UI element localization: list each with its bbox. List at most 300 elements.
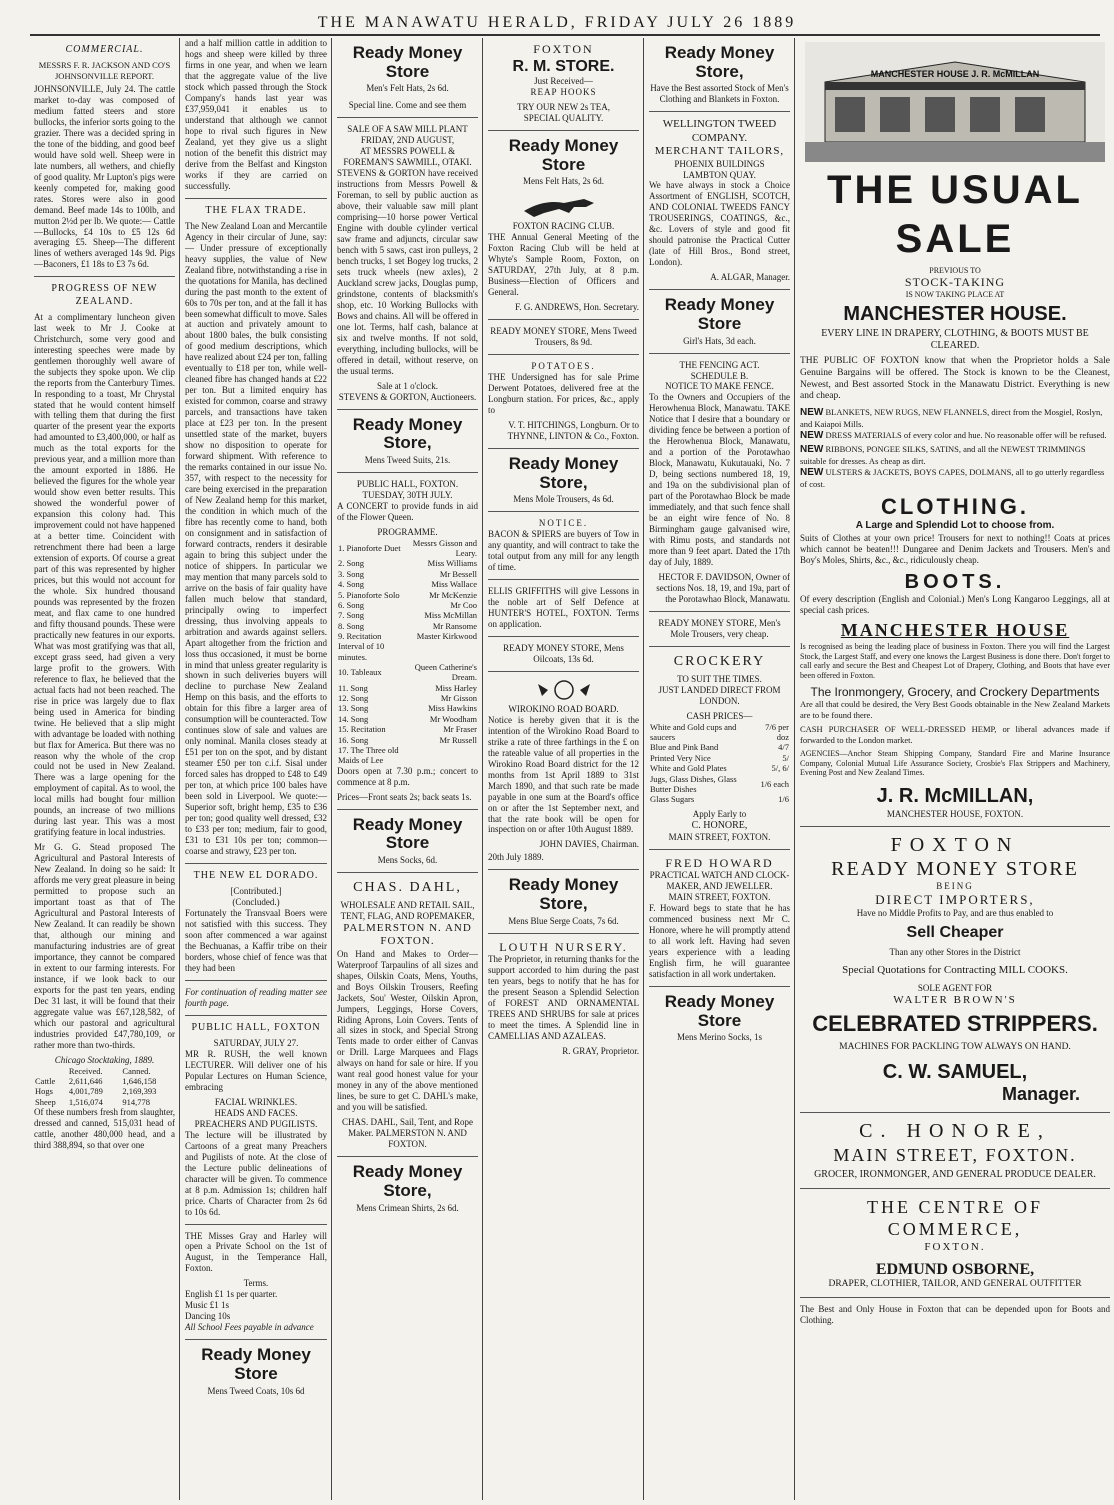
road-date: 20th July 1889.	[488, 852, 544, 863]
hall-title: PUBLIC HALL, FOXTON	[191, 1021, 321, 1033]
term-line: English £1 1s per quarter.	[185, 1289, 278, 1300]
programme-cell: 12. Song	[338, 693, 369, 704]
programme-row	[337, 714, 478, 724]
now-taking: IS NOW TAKING PLACE AT	[905, 289, 1005, 299]
osborne-name: EDMUND OSBORNE,	[875, 1260, 1035, 1278]
programme-cell: Miss Harley	[435, 682, 477, 693]
programme-cell: 1. Pianoforte Duet	[338, 542, 401, 553]
divider	[649, 849, 790, 850]
rm-title: Ready Money Store	[201, 1345, 311, 1383]
programme-cell: Mr McKenzie	[429, 589, 477, 600]
programme-cell: 7. Song	[338, 610, 364, 621]
cash-cell: 7/6 per doz	[765, 721, 789, 743]
dorado-text: Fortunately the Transvaal Boers were not satisfied with this success. They soon after commenced a war against the Bechuanas, a Kaffir tribe on their borders, whose chief of fence was that they had been	[185, 908, 327, 973]
centre-place: FOXTON.	[924, 1240, 986, 1253]
divider	[488, 671, 639, 672]
rm-title: Ready Money Store	[352, 814, 463, 853]
divider	[488, 869, 639, 870]
rm-sub: Mens Tweed Coats, 10s 6d	[207, 1385, 305, 1396]
programme-cell: 10. Tableaux	[338, 667, 382, 678]
cash-purchaser: CASH PURCHASER OF WELL-DRESSED HEMP, or liberal advances made if forwarded to the London market.	[800, 724, 1110, 745]
potatoes-title: POTATOES.	[531, 361, 596, 372]
new-item-text: BLANKETS, NEW RUGS, NEW FLANNELS, direct from the Mosgiel, Roslyn, and Kaiapoi Mills.	[800, 406, 1103, 429]
new-label: NEW	[800, 406, 824, 418]
rm-title: Ready Money Store,	[508, 875, 619, 914]
fence-text: To the Owners and Occupiers of the Herowhenua Block, Manawatu. TAKE Notice that I desire that a boundary or dividing fence be between a portion of the Herowhenua Block, Manawatu, and a portion of the Porotawhao Block, Manawatu, Kukutauaki, No. 7 D, being sections numbered 18, 19, and 19a on the subdivisional plan of part of the Porotawhao Block be made immediately, and that such fence shall be an eight wire fence of No. 8 Birmingham gauge galvanised wire, with Rimu posts, and standards not more than 9 feet apart. Dated the 17th day of July, 1889.	[649, 392, 790, 567]
cash-cell: White and Gold cups and saucers	[650, 721, 737, 743]
dahl-sig: CHAS. DAHL, Sail, Tent, and Rope Maker. PALMERSTON N. AND FOXTON.	[342, 1117, 473, 1150]
every-line: EVERY LINE IN DRAPERY, CLOTHING, & BOOTS MUST BE CLEARED.	[821, 328, 1089, 352]
programme-cell: 16. Song	[338, 734, 369, 745]
special-quotations: Special Quotations for Contracting MILL COOKS.	[842, 963, 1068, 976]
divider	[337, 1156, 478, 1157]
new-item-text: RIBBONS, PONGEE SILKS, SATINS, and all the NEWEST TRIMMINGS suitable for dresses. As cheap as dirt.	[800, 443, 1086, 466]
racing-text: THE Annual General Meeting of the Foxton Racing Club will be held at Whyte's Sample Room, Foxton, on SATURDAY, 27th July, at 8 p.m. Business—Election of Officers and General.	[488, 232, 639, 298]
cash-cell: 1/6	[778, 794, 789, 805]
programme-cell: 13. Song	[338, 703, 369, 714]
divider	[337, 809, 478, 810]
divider	[185, 198, 327, 199]
programme-cell: 5. Pianoforte Solo	[338, 589, 400, 600]
progress-text: At a complimentary luncheon given last week to Mr J. Cooke at Christchurch, some very good and interesting speeches were made by gentlemen thoroughly well aware of the subjects they spoke upon. We clip the reports from the Canterbury Times. In responding to a toast, Mr Chrystal stated that he would content himself with telling them that during the first quarter of the present year the exports had amounted to £3,400,000, or half as much as the total exports for the previous year, and a million more than the amount exported in 1886. He believed the figures for the whole year would show even better results. This showed the wonderful power of expansion this colony had. This improvement could not have happened at a better time. Coincident with retrenchment there had been a large extension of exports. Of course a great part of this was represented by higher prices, but this would not account for the whole. Six hundred thousand pounds was represented by the frozen meat, and flax came to one hundred and fifty thousand pounds. These were practically new features in our exports. What was most gratifying was that all, except grass seed, had given a very large profit to the growers. With reference to flax, he believed that the actual facts had not been reached. The rise in price was largely due to flax being used in America for binding twine. He believed that a slip might with advantage be loaded with nothing but flax for America. But there was no reason why the whole of the crop could not be used in New Zealand. There was a large opening for the employment of capital. As to wool, the local mills had bought four million pounds, an increase of two millions during last year. This was a most gratifying feature in local industries.	[34, 311, 175, 838]
clothing-text: Suits of Clothes at your own price! Trousers for next to nothing!! Coats at prices which cannot be beaten!!! Dungaree and Denim Jackets and Trousers. Men's and Boy's Moles, Shirts, &c., &c., ridiculously cheap.	[800, 532, 1110, 565]
clothing-lot: A Large and Splendid Lot to choose from.	[855, 520, 1055, 532]
table-row	[34, 1097, 175, 1107]
column-6	[796, 38, 1114, 1500]
divider	[800, 1297, 1110, 1298]
nursery-text: The Proprietor, in returning thanks for the support accorded to him during the past ten years, begs to notify that he has for the present Season a Splendid Selection of FOREST AND ORNAMENTAL TREES AND SHRUBS for sale at prices to meet the times. A Splendid line in CAMELLIAS AND AZALEAS.	[488, 954, 639, 1042]
programme-cell: Miss Williams	[427, 558, 477, 569]
notice-title: NOTICE.	[538, 518, 589, 529]
wt-sig: A. ALGAR, Manager.	[710, 272, 790, 283]
programme-cell: Master Kirkwood	[416, 630, 477, 641]
table-cell: 4,001,789	[68, 1086, 103, 1097]
programme-row	[337, 600, 478, 610]
programme-cell: Queen Catherine's Dream.	[414, 662, 477, 683]
rm-sub: Mens Crimean Shirts, 2s 6d.	[356, 1202, 459, 1213]
wt-street: LAMBTON QUAY.	[683, 169, 756, 180]
column-4	[484, 38, 644, 1500]
howard-street: MAIN STREET, FOXTON.	[668, 892, 771, 903]
honore-name: C. HONORE,	[691, 819, 748, 831]
hall-more: The lecture will be illustrated by Cartoons of a great many Preachers and Pugilists of note. At the close of the Lecture public delineations of character will be given. To commence at 8 p.m. Admission 1s; children half price. Charts of Character from 2s 6d to 10s 6d.	[185, 1129, 327, 1217]
masthead-rule	[30, 34, 1100, 36]
divider	[488, 579, 639, 580]
divider	[649, 111, 790, 112]
cash-row	[649, 763, 790, 773]
just-received: Just Received—	[534, 76, 593, 87]
programme-cell: Mr Fraser	[443, 724, 477, 735]
cash-cell: White and Gold Plates	[650, 763, 727, 774]
programme-row	[337, 641, 478, 662]
programme-cell: 8. Song	[338, 620, 364, 631]
rm-sub: Men's Felt Hats, 2s 6d.	[366, 83, 449, 94]
programme-row	[337, 569, 478, 579]
table-cell: 2,169,393	[122, 1086, 157, 1097]
programme-row	[337, 590, 478, 600]
rm-store-title: R. M. STORE.	[512, 57, 615, 75]
programme-table	[337, 538, 478, 766]
rms-title: READY MONEY STORE	[831, 857, 1079, 880]
column-5	[645, 38, 795, 1500]
rm-title: Ready Money Store,	[352, 1162, 463, 1200]
walter-brown: WALTER BROWN'S	[893, 993, 1017, 1006]
sole-agent: SOLE AGENT FOR	[917, 982, 993, 993]
column-2	[181, 38, 332, 1500]
potatoes-sig: V. T. HITCHINGS, Longburn. Or to THYNNE, LINTON & Co., Foxton.	[507, 419, 639, 441]
programme-cell: Mr Woodham	[429, 713, 477, 724]
rms-line: READY MONEY STORE, Mens Tweed Trousers, 8s 9d.	[490, 326, 637, 348]
table-cell: 1,516,074	[68, 1096, 103, 1107]
saw-title: SALE OF A SAW MILL PLANT	[347, 124, 468, 135]
programme-cell	[412, 641, 478, 662]
divider	[800, 1188, 1110, 1189]
concert-doors: Doors open at 7.30 p.m.; concert to commence at 8 p.m.	[337, 765, 478, 787]
masthead: THE MANAWATU HERALD, FRIDAY JULY 26 1889	[317, 14, 797, 31]
concert-date: TUESDAY, 30TH JULY.	[362, 489, 453, 500]
manchester-house-illustration	[805, 42, 1105, 162]
school-note: All School Fees payable in advance	[185, 1322, 314, 1333]
boots-title: BOOTS.	[904, 570, 1006, 593]
programme-cell: Mr Russell	[439, 734, 477, 745]
divider	[185, 1224, 327, 1225]
rm-sub: Mens Blue Serge Coats, 7s 6d.	[508, 915, 619, 926]
divider	[337, 117, 478, 118]
programme-cell: 9. Recitation	[338, 630, 382, 641]
divider	[649, 353, 790, 354]
fence-sig: HECTOR F. DAVIDSON, Owner of sections Nos. 18, 19, and 19a, part of the Porotawhao Block, Manawatu.	[656, 571, 790, 604]
programme-cell: 6. Song	[338, 599, 364, 610]
saw-time: Sale at 1 o'clock.	[376, 380, 439, 391]
saw-text: STEVENS & GORTON have received instructions from Messrs Powell & Foreman, to sell by public auction as above, their valuable saw mill plant comprising—10 horse power Vertical Engine with double cylinder vertical saw frame and adjuncts, circular saw bench with 5 saws, cast iron pulleys, 2 bench trucks, 1 set Bogey log trucks, 2 sets truck wheels (new axles), 2 Auckland screw jacks, Douglas pump, grindstone, contents of blacksmith's shop, etc. 10 Working Bullocks with Bows and chains. All will be offered in one lot. Terms, half cash, balance at six and twelve months. If not sold, everything, including bullocks, will be offered in detail, without reserve, on the usual terms.	[337, 168, 478, 376]
potatoes-text: THE Undersigned has for sale Prime Derwent Potatoes, delivered free at the Longburn station. For prices, &c., apply to	[488, 372, 639, 415]
rm-title: Ready Money Store	[352, 43, 463, 81]
wt-text: We have always in stock a Choice Assortment of ENGLISH, SCOTCH, AND COLONIAL TWEEDS FANCY TROUSERINGS, COATINGS, &c., &c. Lovers of style and good fit should patronise the Practical Cutter (late of Hill Bros., Bond street, London).	[649, 180, 790, 268]
rms-line: READY MONEY STORE, Mens Oilcoats, 13s 6d.	[503, 642, 624, 664]
hall-item: FACIAL WRINKLES.	[214, 1096, 298, 1107]
apply-early: Apply Early to	[692, 808, 747, 819]
dahl-trade: WHOLESALE AND RETAIL SAIL, TENT, FLAG, AND ROPEMAKER,	[340, 899, 475, 921]
dahl-name: CHAS. DAHL,	[353, 879, 462, 895]
table-row	[34, 1076, 175, 1086]
agencies: AGENCIES—Anchor Steam Shipping Company, Standard Fire and Marine Insurance Company, Colonial Mutual Life Assurance Society, Crosbie's Flax Strippers and Machinery, Evening Post and New Zealand Times.	[800, 748, 1110, 778]
rm-title: Ready Money Store,	[352, 414, 463, 453]
new-item-text: ULSTERS & JACKETS, BOYS CAPES, DOLMANS, all to go utterly regardless of cost.	[800, 467, 1105, 490]
new-item	[800, 467, 1110, 490]
dahl-text: On Hand and Makes to Order— Waterproof Tarpaulins of all sizes and shapes, Oilskin Coats, Mens, Youths, and Boys Oilskin Trousers, Reefing Jackets, Sou' Wester, Oilskin Apron, Jumpers, Leggings, Horse Covers, Riding Aprons, Loin Covers. Tents of all sizes in stock, and Special Strong Tents made to order either of Canvas or Drill. Large Marquees and Flags always on hand for sale or hire. If you want real good honest value for your money in any of the above mentioned lines, be sure to get C. DAHL's make, and you will be satisfied.	[337, 948, 478, 1113]
mcmillan-place: MANCHESTER HOUSE, FOXTON.	[886, 808, 1024, 819]
ironmongery-title: The Ironmongery, Grocery, and Crockery Departments	[810, 684, 1100, 699]
iron-text: Are all that could be desired, the Very Best Goods obtainable in the New Zealand Markets are to be found there.	[800, 699, 1110, 720]
programme-row	[337, 558, 478, 568]
flax-heading: THE FLAX TRADE.	[205, 204, 307, 216]
divider	[488, 448, 639, 449]
concert-text: A CONCERT to provide funds in aid of the Flower Queen.	[337, 500, 478, 522]
programme-cell: 15. Recitation	[338, 724, 386, 735]
programme-cell	[412, 745, 478, 766]
crockery-landed: JUST LANDED DIRECT FROM LONDON.	[658, 684, 781, 706]
table-cell: Hogs	[35, 1086, 53, 1097]
terms-label: Terms.	[243, 1278, 269, 1289]
column-3	[333, 38, 483, 1500]
divider	[649, 646, 790, 647]
tea-line: TRY OUR NEW 2s TEA,	[516, 102, 611, 113]
term-line: Music £1 1s	[185, 1300, 230, 1311]
new-item-text: DRESS MATERIALS of every color and hue. No reasonable offer will be refused.	[825, 430, 1107, 441]
table-header-cell: Canned.	[122, 1065, 151, 1076]
programme-cell: 2. Song	[338, 558, 364, 569]
programme-cell: 3. Song	[338, 568, 364, 579]
programme-cell: Mr Ransome	[432, 620, 477, 631]
saw-place: AT MESSRS POWELL & FOREMAN'S SAWMILL, OTAKI.	[343, 146, 472, 168]
divider	[488, 933, 639, 934]
rm-sub: Mens Mole Trousers, 4s 6d.	[513, 494, 614, 505]
cash-row	[649, 753, 790, 763]
divider	[649, 986, 790, 987]
report-text: JOHNSONVILLE, July 24. The cattle market to-day was composed of medium fatted steers and store bullocks, the inferior sorts going to the grazier. There was a decided spring in the tone of the bidding, and good beef would have sold well. Sheep were in late numbers, all wethers, and chiefly of good quality. Mr Lupton's pigs were keenly competed for, making good rates. Stores were also in good demand. Beef made 14s to 100lb, and mutton 2½d per lb. We quote:— Cattle—Bullocks, £4 10s to £5 12s 6d averaging £5. Sheep—The different lines of wethers averaged 14s 9d. Pigs—Baconers, £1 18s to £3 7s 6d.	[34, 83, 175, 270]
rm-title: Ready Money Store	[664, 992, 775, 1030]
main-street: MAIN STREET, FOXTON.	[833, 1145, 1077, 1166]
divider	[488, 319, 639, 320]
programme-cell: Mr Bessell	[439, 568, 477, 579]
crockery-title: CROCKERY	[673, 653, 766, 669]
programme-row	[337, 683, 478, 693]
wt-title: WELLINGTON TWEED COMPANY.	[662, 118, 777, 144]
stock-table	[34, 1066, 175, 1107]
than-others: Than any other Stores in the District	[889, 946, 1021, 957]
divider	[488, 636, 639, 637]
previous-to: PREVIOUS TO	[929, 265, 981, 275]
stead-text: Mr G. G. Stead proposed The Agricultural and Pastoral Interests of New Zealand. In doing so he said: It affords me very great pleasure in being permitted to propose such an important toast as that of The Agricultural and Pastoral Interests of New Zealand. It can readily be shown that, although our mining and manufacturing industries are of great importance, they cannot be compared in extent to our farming interests. For instance, if we look back to our exports for the past ten years, ending Dec 31 last, it will be found that their aggregate value was £67,128,582, of which our pastoral and agricultural industries provided £47,780,109, or rather more than two-thirds.	[34, 842, 175, 1050]
cash-cell: Printed Very Nice	[650, 752, 711, 763]
dahl-place: PALMERSTON N. AND FOXTON.	[343, 921, 472, 948]
hall-item: PREACHERS AND PUGILISTS.	[194, 1118, 318, 1129]
notice-text: BACON & SPIERS are buyers of Tow in any quantity, and will contract to take the total output from any mill for any length of time.	[488, 529, 639, 573]
rm-title: Ready Money Store	[508, 136, 619, 174]
new-label: NEW	[800, 467, 824, 479]
sell-cheaper: Sell Cheaper	[906, 924, 1004, 942]
nursery-title: LOUTH NURSERY.	[499, 939, 628, 954]
rm-special: Special line. Come and see them	[348, 100, 467, 111]
rm-sub: Girl's Hats, 3d each.	[683, 335, 756, 346]
rms-line: READY MONEY STORE, Men's Mole Trousers, very cheap.	[658, 617, 781, 639]
celebrated-strippers: CELEBRATED STRIPPERS.	[812, 1011, 1098, 1037]
hall-item: HEADS AND FACES.	[214, 1107, 298, 1118]
racehorse-icon	[514, 193, 614, 219]
cash-row	[649, 742, 790, 752]
saw-sig: STEVENS & GORTON, Auctioneers.	[338, 391, 477, 402]
machines-line: MACHINES FOR PACKLING TOW ALWAYS ON HAND.	[839, 1042, 1071, 1053]
concert-prices: Prices—Front seats 2s; back seats 1s.	[337, 791, 472, 802]
cash-cell: 5/, 6/	[771, 763, 789, 774]
programme-cell: Mr Gisson	[440, 693, 477, 704]
dorado-heading: THE NEW EL DORADO.	[193, 869, 319, 881]
manchester-house-title: MANCHESTER HOUSE.	[843, 302, 1067, 325]
divider	[800, 1112, 1110, 1113]
cash-prices-table	[649, 722, 790, 805]
howard-text: F. Howard begs to state that he has commenced business next Mr C. Honore, where he will promptly attend to all work left. Having had seven years experience with a leading English firm, he will guarantee satisfaction in all work undertaken.	[649, 903, 790, 980]
rm-sub: Mens Felt Hats, 2s 6d.	[523, 176, 604, 187]
new-label: NEW	[800, 430, 824, 442]
table-header-cell	[34, 1066, 68, 1076]
programme-cell: Miss Hawkins	[428, 703, 477, 714]
manchester-house-banner: MANCHESTER HOUSE	[840, 619, 1070, 640]
fence-title: THE FENCING ACT.	[679, 359, 760, 370]
racing-sig: F. G. ANDREWS, Hon. Secretary.	[515, 302, 639, 313]
cash-cell: 5/	[782, 752, 789, 763]
divider	[185, 1015, 327, 1016]
osborne-trade: DRAPER, CLOTHIER, TAILOR, AND GENERAL OUTFITTER	[828, 1279, 1082, 1290]
osborne-text: The Best and Only House in Foxton that can be depended upon for Boots and Clothing.	[800, 1304, 1110, 1325]
honore-street: MAIN STREET, FOXTON.	[668, 831, 771, 842]
special-quality: SPECIAL QUALITY.	[523, 113, 604, 124]
concert-title: PUBLIC HALL, FOXTON.	[356, 478, 459, 489]
cash-row	[649, 794, 790, 804]
programme-cell: Miss McMillan	[424, 610, 477, 621]
racing-title: FOXTON RACING CLUB.	[512, 221, 615, 232]
clothing-title: CLOTHING.	[881, 493, 1029, 519]
flax-text: The New Zealand Loan and Mercantile Agency in their circular of June, say:— Under pressure of exceptionally heavy supplies, the value of New Zealand fibre, notwithstanding a rise in the quotations for Manila, has declined during the past month to the extent of 60s to 70s per ton, and at the fall it has been somewhat difficult to move. Sales at auction and privately amount to about 1800 bales, the bulk consisting of good medium descriptions, which have realized about £24 per ton, falling eventually to £18 per ton, while well-cleaned fibre has changed hands at £22 per ton. But a limited enquiry has existed for common, coarse and strawy parcels, and transactions have taken place at £23 per ton. In the present unsettled state of the market, buyers show no disposition to operate for forward shipment. With reference to the remarks contained in our issue No. 357, with respect to the necessity for care being exercised in the preparation of New Zealand hemp for this market, the condition in which much of the fibre has recently come to hand, both on consignment and in satisfaction of forward contracts, renders it desirable again to bring this subject under the notice of shippers. In particular we may mention that many parcels sold to arrive on the basis of fair quality have fallen much below that standard, principally owing to imperfect dressing, thus involving appeals to arbitration and awards against sellers. Apart altogether from the friction and loss thus occasioned, it must be borne in mind that unless greater regularity is shown in such deliveries buyers will decline to purchase New Zealand Hemp on this basis, and the efforts to obtain for this fibre a larger area of consumption will be counteracted. Tow continues slow of sale and values are only nominal. Manila closes steady at £51 per ton on the spot, and by distant steamer £50 per ton c.i.f. Sisal under forced sales has dropped to £48 to £49 per ton, at which price 100 bales have been sold in Liverpool. We quote:— Superior soft, bright hemp, £35 to £36 per ton; good quality well dressed, £32 to £33 per ton; medium, fair to good, £31 to £31 10s per ton; common—coarse and strawy, £23 per ton.	[185, 220, 327, 856]
divider	[337, 409, 478, 410]
cash-row	[649, 774, 790, 795]
programme-row	[337, 693, 478, 703]
grocer-line: GROCER, IRONMONGER, AND GENERAL PRODUCE DEALER.	[814, 1169, 1096, 1181]
table-header-cell: Received.	[68, 1065, 103, 1076]
table-header	[34, 1066, 175, 1076]
new-item	[800, 407, 1110, 430]
programme-row	[337, 610, 478, 620]
foxton-title: FOXTON	[890, 833, 1020, 856]
rm-sub: Mens Merino Socks, 1s	[677, 1032, 762, 1043]
foxton-label: FOXTON	[533, 42, 594, 56]
road-title: WIROKINO ROAD BOARD.	[508, 703, 619, 714]
programme-cell: 17. The Three old Maids of Lee	[338, 744, 399, 766]
cash-cell: 1/6 each	[760, 778, 789, 789]
dorado-concluded: (Concluded.)	[232, 897, 280, 908]
divider	[185, 863, 327, 864]
new-item	[800, 430, 1110, 442]
divider	[185, 980, 327, 981]
direct-importers: DIRECT IMPORTERS,	[875, 892, 1035, 908]
mhouse-text: Is recognised as being the leading place of business in Foxton. There you will find the Largest Stock, the Largest Staff, and every one knows the Largest Business is done there. Don't forget to call early and secure the Best and Cheapest Lot of Drapery, Clothing, and Boots that have ever been offered in Foxton.	[800, 641, 1110, 681]
programme-row	[337, 703, 478, 713]
centre-of-commerce: THE CENTRE OF COMMERCE,	[867, 1196, 1043, 1239]
cash-cell: 4/7	[778, 742, 789, 753]
cash-title: CASH PRICES—	[686, 710, 753, 721]
middle-profits: Have no Middle Profits to Pay, and are thus enabled to	[856, 908, 1054, 919]
wt-place: PHOENIX BUILDINGS	[674, 158, 765, 169]
divider	[488, 511, 639, 512]
rm-sub: Mens Tweed Suits, 21s.	[364, 454, 451, 465]
road-text: Notice is hereby given that it is the intention of the Wirokino Road Board to strike a rate of three farthings in the £ on the rateable value of all properties in the Wirokino Road Board district for the 12 months from 1st April 1889 to 31st March 1890, and that such rate be made payable in one sum at the Board's office on or after the 1st September next, and that the rate book will be open for inspection on or after 10th August 1889.	[488, 714, 639, 835]
being: BEING	[936, 881, 974, 892]
programme-row	[337, 538, 478, 559]
howard-title: FRED HOWARD	[665, 855, 774, 870]
programme-cell: 14. Song	[338, 713, 369, 724]
school-text: THE Misses Gray and Harley will open a Private School on the 1st of August, in the Temperance Hall, Foxton.	[185, 1230, 327, 1274]
divider	[800, 826, 1110, 827]
commercial-heading: COMMERCIAL.	[65, 44, 144, 55]
samuel-name: C. W. SAMUEL,	[882, 1060, 1028, 1083]
new-item	[800, 444, 1110, 467]
reap-hooks: REAP HOOKS	[530, 87, 597, 98]
boots-text: Of every description (English and Colonial.) Men's Long Kangaroo Leggings, all at special cash prices.	[800, 593, 1110, 615]
stock-table-title: Chicago Stocktaking, 1889.	[54, 1054, 155, 1065]
table-note: Of these numbers fresh from slaughter, dressed and canned, 515,031 head of cattle, another 480,000 head, and a third 388,894, so that over one	[34, 1107, 175, 1150]
divider	[337, 472, 478, 473]
mcmillan-name: J. R. McMILLAN,	[876, 785, 1034, 808]
saw-date: FRIDAY, 2ND AUGUST,	[360, 135, 455, 146]
rm-sub: Have the Best assorted Stock of Men's Clothing and Blankets in Foxton.	[650, 83, 789, 105]
divider	[649, 289, 790, 290]
programme-cell: 4. Song	[338, 579, 364, 590]
programme-row	[337, 579, 478, 589]
programme-row	[337, 735, 478, 745]
divider	[488, 130, 639, 131]
royal-crest-icon	[534, 678, 594, 702]
progress-heading: PROGRESS OF NEW ZEALAND.	[51, 283, 158, 307]
programme-row	[337, 745, 478, 766]
table-cell: 2,611,646	[68, 1075, 103, 1086]
ellis-text: ELLIS GRIFFITHS will give Lessons in the noble art of Self Defence at HUNTER'S HOTEL, FOXTON. Terms on application.	[488, 586, 639, 629]
new-label: NEW	[800, 443, 824, 455]
house-sign: MANCHESTER HOUSE J. R. McMILLAN	[870, 69, 1040, 79]
continuation-note: For continuation of reading matter see fourth page.	[185, 986, 327, 1008]
hall-text: MR R. RUSH, the well known LECTURER. Will deliver one of his Popular Lectures on Human Science, embracing	[185, 1048, 327, 1092]
cash-cell: Jugs, Glass Dishes, Glass Butter Dishes	[650, 773, 737, 794]
programme-label: PROGRAMME.	[377, 526, 438, 537]
programme-cell: Interval of 10 minutes.	[338, 641, 385, 662]
programme-cell: Mr Coo	[450, 599, 477, 610]
divider	[488, 354, 639, 355]
hall-date: SATURDAY, JULY 27.	[213, 1038, 299, 1048]
programme-row	[337, 621, 478, 631]
divider	[34, 276, 175, 277]
programme-cell: Miss Wallace	[431, 579, 477, 590]
report-title: MESSRS F. R. JACKSON AND CO'S JOHNSONVILLE REPORT.	[38, 60, 171, 81]
nursery-sig: R. GRAY, Proprietor.	[562, 1046, 639, 1057]
rm-title: Ready Money Store,	[664, 43, 775, 81]
table-cell: Sheep	[35, 1096, 56, 1107]
rm-title: Ready Money Store	[664, 295, 775, 333]
stock-taking: STOCK-TAKING	[904, 275, 1006, 290]
public-text: THE PUBLIC OF FOXTON know that when the Proprietor holds a Sale Genuine Bargains will be offered. The Stock is known to be the Cleanest, Newest, and Best assorted Stock in the Manawatu District. Everything is new and cheap.	[800, 356, 1110, 402]
table-cell: 914,778	[122, 1096, 151, 1107]
table-row	[34, 1086, 175, 1096]
wt-sub: MERCHANT TAILORS,	[654, 145, 785, 158]
fence-schedule: SCHEDULE B.	[690, 370, 749, 381]
cash-cell: Blue and Pink Band	[650, 742, 719, 753]
rm-title: Ready Money Store,	[508, 453, 619, 492]
term-line: Dancing 10s	[185, 1311, 231, 1322]
table-cell: Cattle	[35, 1075, 56, 1086]
column-1	[30, 38, 180, 1500]
crockery-sub: TO SUIT THE TIMES.	[677, 673, 762, 684]
fence-notice: NOTICE TO MAKE FENCE.	[665, 381, 774, 392]
divider	[337, 872, 478, 873]
table-cell: 1,646,158	[122, 1075, 157, 1086]
dorado-contributed: [Contributed.]	[230, 886, 282, 897]
cash-cell: Glass Sugars	[650, 794, 695, 805]
divider	[185, 1339, 327, 1340]
cash-row	[649, 722, 790, 743]
intro-text: and a half million cattle in addition to hogs and sheep were killed by three firms in one year, and when we learn that the aggregate value of the live stock which passed through the Stock Company's hands last year was £37,959,041 it enables us to understand that although we cannot hope to rival such figures in New Zealand, yet they give us a slight notion of the benefit this district may derive from the Belfast and Kingston works if they are carried on successfully.	[185, 38, 327, 191]
honore-title: C. HONORE,	[859, 1120, 1051, 1143]
usual-sale: THE USUAL SALE	[827, 168, 1083, 261]
programme-row	[337, 662, 478, 683]
programme-cell: Messrs Gisson and Leary.	[412, 537, 477, 559]
howard-trade: PRACTICAL WATCH AND CLOCK-MAKER, AND JEWELLER.	[649, 870, 790, 892]
